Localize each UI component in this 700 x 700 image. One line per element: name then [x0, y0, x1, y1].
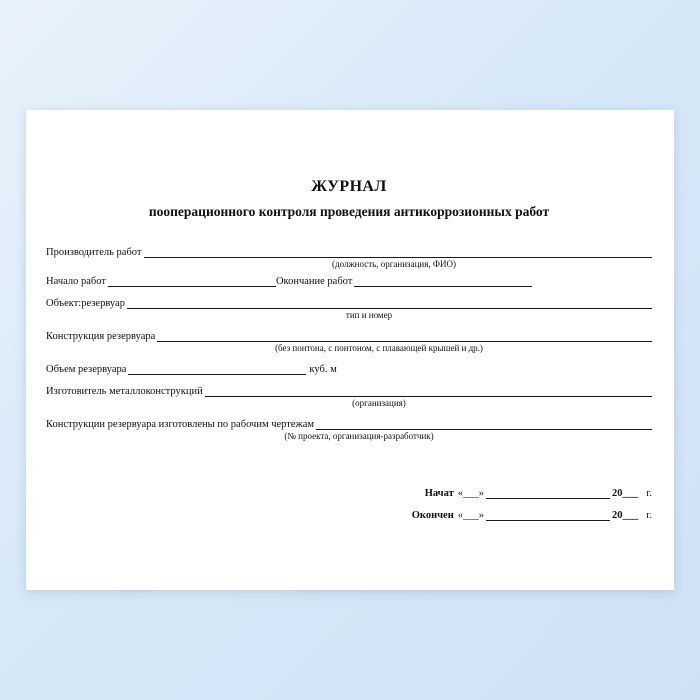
field-line-construction[interactable]	[157, 330, 652, 342]
field-line-drawings[interactable]	[316, 418, 652, 430]
form-fields	[46, 246, 652, 441]
footer-day-finished[interactable]: «___»	[457, 510, 484, 521]
document-sheet	[26, 110, 674, 590]
field-label-construction: Конструкция резервуара	[46, 331, 156, 342]
field-label-manufacturer: Изготовитель металлоконструкций	[46, 386, 203, 397]
footer-block	[46, 487, 652, 521]
field-row-construction	[46, 330, 652, 342]
footer-year-suffix-finished: г.	[646, 510, 652, 521]
field-row-dates	[46, 275, 652, 287]
field-row-object	[46, 297, 652, 309]
field-label-producer: Производитель работ	[46, 247, 142, 258]
field-label-end: Окончание работ	[275, 276, 353, 287]
field-hint-construction: (без понтона, с понтоном, с плавающей крышей и др.)	[275, 343, 483, 353]
field-hint-producer: (должность, организация, ФИО)	[332, 259, 456, 269]
field-line-object[interactable]	[127, 297, 652, 309]
footer-row-finished	[46, 509, 652, 521]
field-hint-object: тип и номер	[345, 310, 393, 320]
document-subtitle: пооперационного контроля проведения антикоррозионных работ	[148, 204, 550, 219]
field-label-drawings: Конструкции резервуара изготовлены по рабочим чертежам	[46, 419, 315, 430]
field-row-producer	[46, 246, 652, 258]
field-label-start: Начало работ	[46, 276, 106, 287]
footer-line-started[interactable]	[486, 487, 610, 499]
footer-year-finished[interactable]: 20___	[612, 510, 639, 521]
field-line-end[interactable]	[354, 275, 532, 287]
field-line-volume[interactable]	[128, 363, 306, 375]
title-block	[46, 178, 652, 220]
field-label-object: Объект:резервуар	[46, 298, 125, 309]
field-line-start[interactable]	[108, 275, 276, 287]
field-label-volume: Объем резервуара	[46, 364, 127, 375]
field-row-manufacturer	[46, 385, 652, 397]
field-hint-manufacturer: (организация)	[352, 398, 406, 408]
field-row-volume	[46, 363, 652, 375]
footer-year-suffix-started: г.	[646, 488, 652, 499]
document-content	[46, 110, 652, 590]
footer-row-started	[46, 487, 652, 499]
footer-label-started: Начат	[424, 488, 454, 499]
field-unit-volume: куб. м	[309, 364, 337, 375]
footer-line-finished[interactable]	[486, 509, 610, 521]
field-row-drawings	[46, 418, 652, 430]
footer-day-started[interactable]: «___»	[457, 488, 484, 499]
document-title: ЖУРНАЛ	[311, 178, 387, 195]
field-hint-drawings: (№ проекта, организация-разработчик)	[284, 431, 434, 441]
footer-year-started[interactable]: 20___	[612, 488, 639, 499]
field-line-manufacturer[interactable]	[205, 385, 652, 397]
footer-label-finished: Окончен	[411, 510, 454, 521]
field-line-producer[interactable]	[144, 246, 653, 258]
